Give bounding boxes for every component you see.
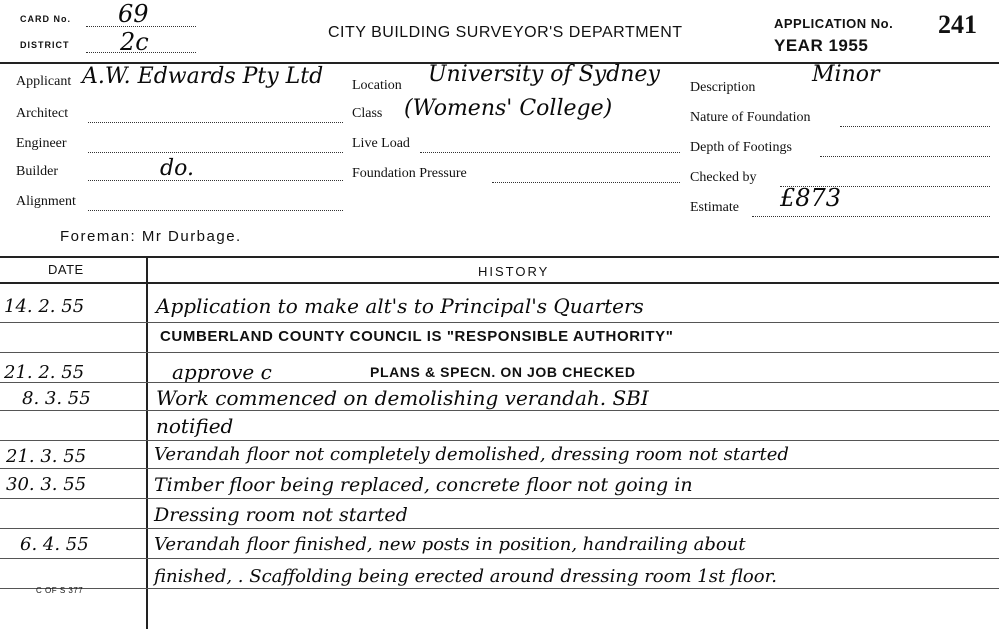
location-label: Location: [352, 78, 402, 93]
history-rule: [0, 498, 999, 499]
architect-label: Architect: [16, 106, 69, 121]
application-label: APPLICATION No.: [774, 16, 894, 31]
year-label: YEAR 1955: [774, 36, 869, 55]
builder-line: [88, 180, 343, 181]
history-text: Timber floor being replaced, concrete floor not going in: [154, 474, 693, 496]
history-text: Verandah floor finished, new posts in position, handrailing about: [154, 534, 746, 555]
depth-line: [820, 156, 990, 157]
date-column-divider: [146, 258, 148, 629]
applicant-value: A.W. Edwards Pty Ltd: [82, 64, 324, 89]
depth-label: Depth of Footings: [690, 140, 792, 155]
history-text: Dressing room not started: [154, 504, 408, 526]
history-text: Application to make alt's to Principal's Quarters: [156, 294, 644, 318]
location-value: University of Sydney: [428, 62, 660, 87]
applicant-label: Applicant: [16, 74, 72, 89]
fields-divider: [0, 256, 999, 258]
history-rule: [0, 440, 999, 441]
estimate-value: £873: [780, 184, 842, 212]
history-text: Work commenced on demolishing verandah. SBI: [156, 386, 649, 410]
district-label: DISTRICT: [20, 40, 70, 50]
history-rule: [0, 382, 999, 383]
history-column-header: HISTORY: [478, 264, 550, 279]
history-rule: [0, 528, 999, 529]
card-no-value: 69: [118, 0, 149, 28]
history-rule: [0, 558, 999, 559]
history-header-divider: [0, 282, 999, 284]
history-rule: [0, 588, 999, 589]
nature-label: Nature of Foundation: [690, 110, 811, 125]
nature-line: [840, 126, 990, 127]
class-value: (Womens' College): [404, 96, 613, 121]
application-number: 241: [938, 10, 977, 39]
architect-line: [88, 122, 343, 123]
history-text: notified: [156, 414, 234, 438]
history-stamp: PLANS & SPECN. ON JOB CHECKED: [370, 364, 636, 380]
foreman-note: Foreman: Mr Durbage.: [60, 228, 242, 245]
alignment-label: Alignment: [16, 194, 76, 209]
history-rule: [0, 322, 999, 323]
history-stamp: CUMBERLAND COUNTY COUNCIL IS "RESPONSIBLE AUTHORITY": [160, 328, 674, 345]
card-no-line: [86, 26, 196, 27]
builder-value: do.: [160, 156, 194, 181]
district-value: 2c: [120, 28, 149, 56]
checked-label: Checked by: [690, 170, 757, 185]
history-rule: [0, 410, 999, 411]
live-load-line: [420, 152, 680, 153]
live-load-label: Live Load: [352, 136, 410, 151]
form-code: C OF S 377: [36, 586, 84, 595]
card-no-label: CARD No.: [20, 14, 71, 24]
engineer-line: [88, 152, 343, 153]
description-label: Description: [690, 80, 756, 95]
history-date: 21. 3. 55: [6, 446, 87, 467]
history-rule: [0, 468, 999, 469]
alignment-line: [88, 210, 343, 211]
department-title: CITY BUILDING SURVEYOR'S DEPARTMENT: [328, 24, 683, 41]
history-date: 30. 3. 55: [6, 474, 87, 495]
description-value: Minor: [812, 62, 880, 87]
builder-label: Builder: [16, 164, 58, 179]
history-text: approve c: [172, 360, 272, 384]
estimate-label: Estimate: [690, 200, 739, 215]
history-date: 14. 2. 55: [4, 296, 85, 317]
class-label: Class: [352, 106, 383, 121]
district-line: [86, 52, 196, 53]
estimate-line: [752, 216, 990, 217]
history-text: Verandah floor not completely demolished, dressing room not started: [154, 444, 789, 465]
history-text: finished, . Scaffolding being erected around dressing room 1st floor.: [154, 566, 777, 587]
history-date: 21. 2. 55: [4, 362, 85, 383]
engineer-label: Engineer: [16, 136, 67, 151]
foundation-pressure-label: Foundation Pressure: [352, 166, 467, 181]
history-date: 8. 3. 55: [22, 388, 91, 409]
checked-line: [780, 186, 990, 187]
history-rule: [0, 352, 999, 353]
date-column-header: DATE: [48, 262, 84, 277]
history-date: 6. 4. 55: [20, 534, 89, 555]
foundation-pressure-line: [492, 182, 680, 183]
